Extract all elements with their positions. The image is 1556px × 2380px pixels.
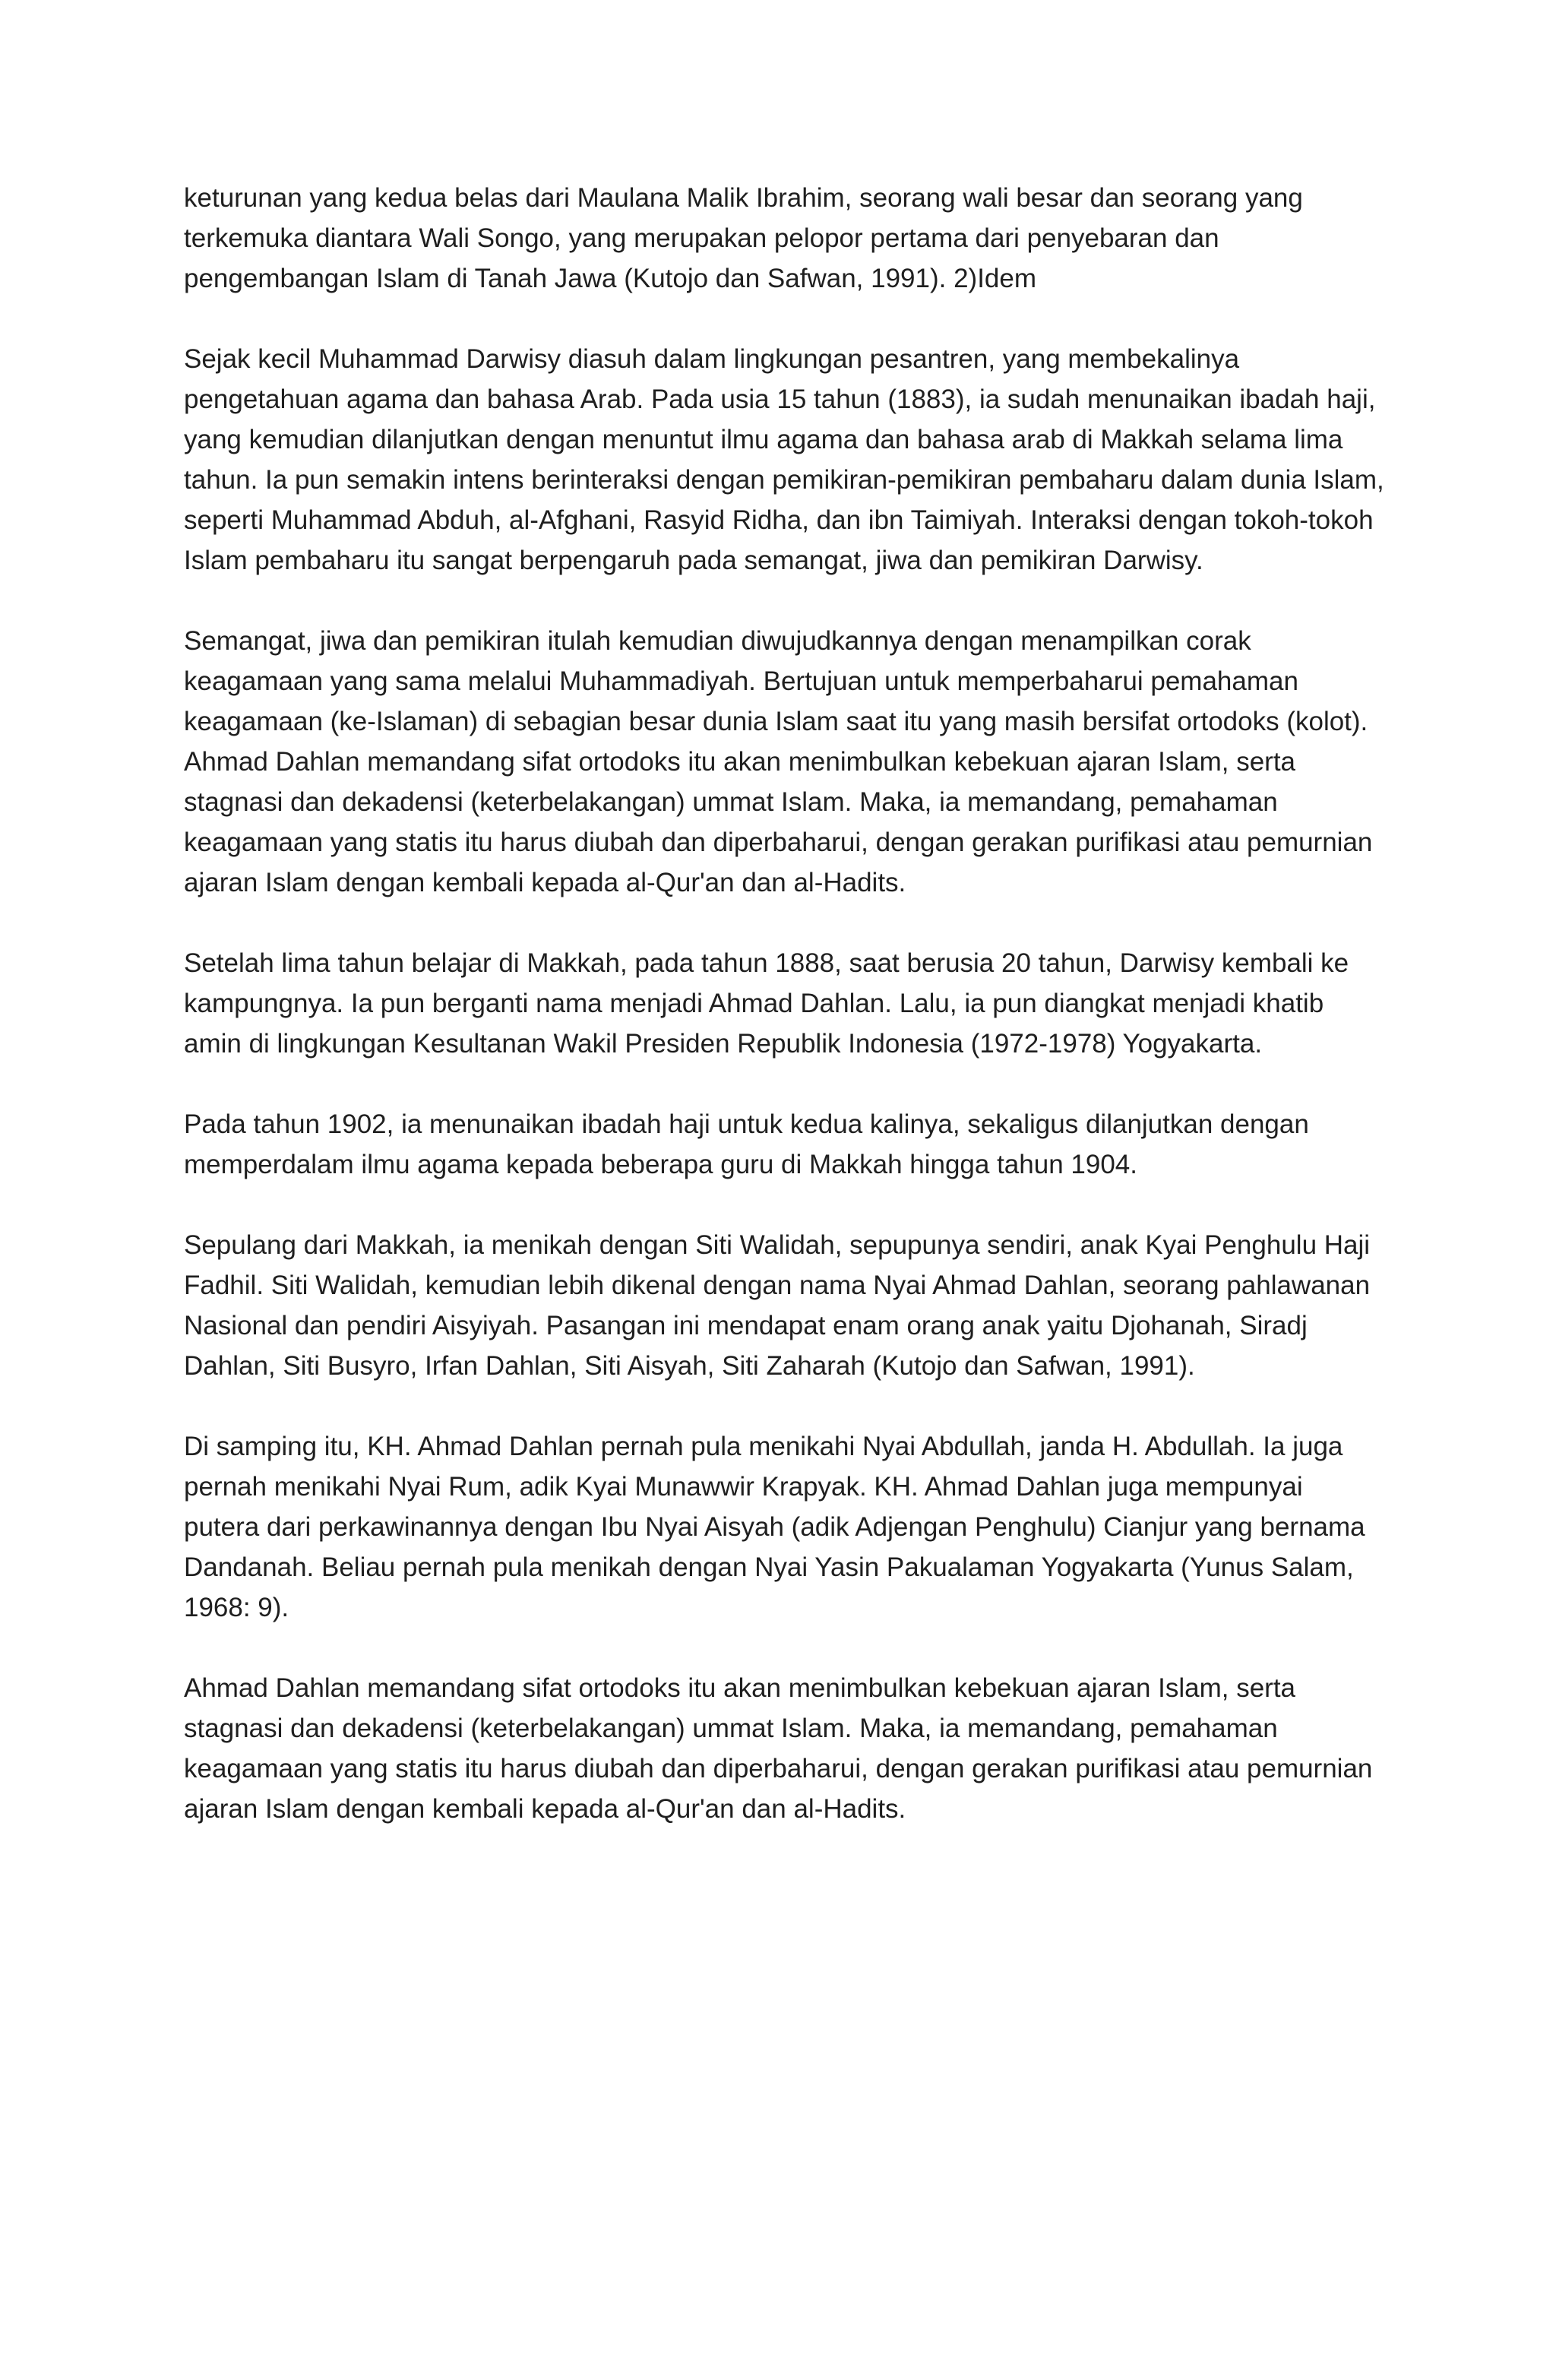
paragraph-5: Pada tahun 1902, ia menunaikan ibadah haji untuk kedua kalinya, sekaligus dilanjutkan dengan memperdalam ilmu agama kepada beberapa guru di Makkah hingga tahun 1904. xyxy=(184,1109,1309,1179)
paragraph-1: keturunan yang kedua belas dari Maulana Malik Ibrahim, seorang wali besar dan seorang yang terkemuka diantara Wali Songo, yang merupakan pelopor pertama dari penyebaran dan pengembangan Islam di Tanah Jawa (Kutojo dan Safwan, 1991). 2)Idem xyxy=(184,183,1303,293)
paragraph-3: Semangat, jiwa dan pemikiran itulah kemudian diwujudkannya dengan menampilkan corak keagamaan yang sama melalui Muhammadiyah. Bertujuan untuk memperbaharui pemahaman keagamaan (ke-Islaman) di sebagian besar dunia Islam saat itu yang masih bersifat ortodoks (kolot). Ahmad Dahlan memandang sifat ortodoks itu akan menimbulkan kebekuan ajaran Islam, serta stagnasi dan dekadensi (keterbelakangan) ummat Islam. Maka, ia memandang, pemahaman keagamaan yang statis itu harus diubah dan diperbaharui, dengan gerakan purifikasi atau pemurnian ajaran Islam dengan kembali kepada al-Qur'an dan al-Hadits. xyxy=(184,626,1373,897)
paragraph-7: Di samping itu, KH. Ahmad Dahlan pernah pula menikahi Nyai Abdullah, janda H. Abdullah. Ia juga pernah menikahi Nyai Rum, adik Kyai Munawwir Krapyak. KH. Ahmad Dahlan juga mempunyai putera dari perkawinannya dengan Ibu Nyai Aisyah (adik Adjengan Penghulu) Cianjur yang bernama Dandanah. Beliau pernah pula menikah dengan Nyai Yasin Pakualaman Yogyakarta (Yunus Salam, 1968: 9). xyxy=(184,1432,1365,1622)
document-body xyxy=(184,178,1384,1829)
paragraph-8: Ahmad Dahlan memandang sifat ortodoks itu akan menimbulkan kebekuan ajaran Islam, serta stagnasi dan dekadensi (keterbelakangan) ummat Islam. Maka, ia memandang, pemahaman keagamaan yang statis itu harus diubah dan diperbaharui, dengan gerakan purifikasi atau pemurnian ajaran Islam dengan kembali kepada al-Qur'an dan al-Hadits. xyxy=(184,1673,1373,1824)
paragraph-2: Sejak kecil Muhammad Darwisy diasuh dalam lingkungan pesantren, yang membekalinya pengetahuan agama dan bahasa Arab. Pada usia 15 tahun (1883), ia sudah menunaikan ibadah haji, yang kemudian dilanjutkan dengan menuntut ilmu agama dan bahasa arab di Makkah selama lima tahun. Ia pun semakin intens berinteraksi dengan pemikiran-pemikiran pembaharu dalam dunia Islam, seperti Muhammad Abduh, al-Afghani, Rasyid Ridha, dan ibn Taimiyah. Interaksi dengan tokoh-tokoh Islam pembaharu itu sangat berpengaruh pada semangat, jiwa dan pemikiran Darwisy. xyxy=(184,344,1384,575)
paragraph-6: Sepulang dari Makkah, ia menikah dengan Siti Walidah, sepupunya sendiri, anak Kyai Penghulu Haji Fadhil. Siti Walidah, kemudian lebih dikenal dengan nama Nyai Ahmad Dahlan, seorang pahlawanan Nasional dan pendiri Aisyiyah. Pasangan ini mendapat enam orang anak yaitu Djohanah, Siradj Dahlan, Siti Busyro, Irfan Dahlan, Siti Aisyah, Siti Zaharah (Kutojo dan Safwan, 1991). xyxy=(184,1230,1371,1381)
paragraph-4: Setelah lima tahun belajar di Makkah, pada tahun 1888, saat berusia 20 tahun, Darwisy kembali ke kampungnya. Ia pun berganti nama menjadi Ahmad Dahlan. Lalu, ia pun diangkat menjadi khatib amin di lingkungan Kesultanan Wakil Presiden Republik Indonesia (1972-1978) Yogyakarta. xyxy=(184,948,1349,1059)
